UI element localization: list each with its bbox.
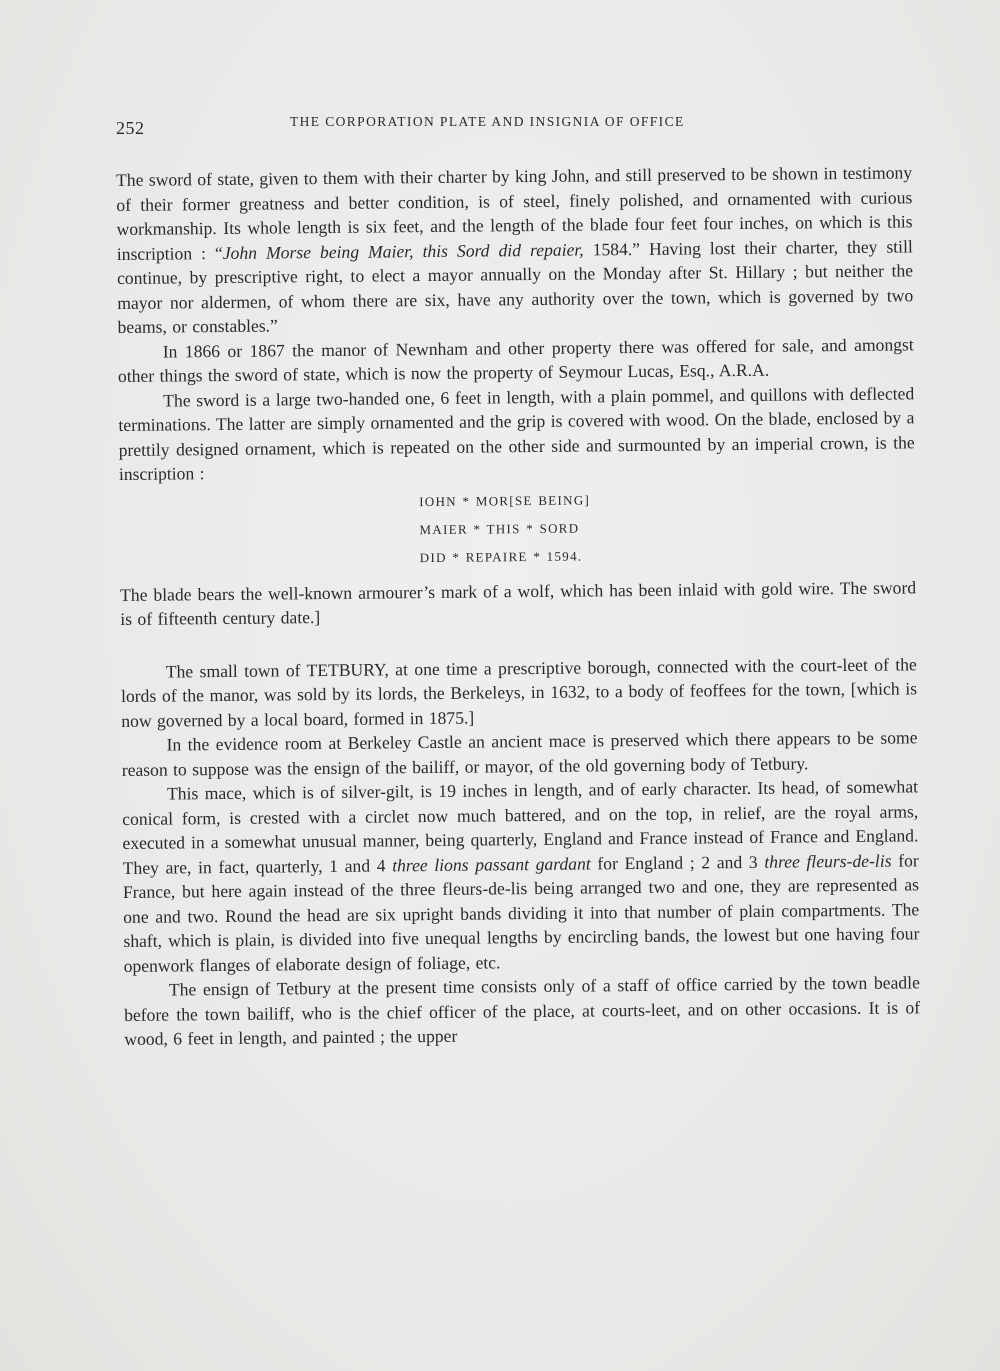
paragraph-newnham-sale: In 1866 or 1867 the manor of Newnham and other property there was offered for sale, and amongst other things the sword of state, which is now the property of Seymour Lucas, Esq., A.R.A. <box>117 333 914 386</box>
inscription-line: IOHN * MOR[SE BEING] <box>419 491 591 509</box>
inscription-line: DID * REPAIRE * 1594. <box>419 548 583 565</box>
paragraph-mace-description: This mace, which is of silver-gilt, is 19 inches in length, and of early character. Its head, of somewhat conical form, is crested with a circlet now much battered, and on the top, in relief, are the royal arms, executed in a somewhat unusual manner, being quarterly, England and France instead of France and England. They are, in fact, quarterly, 1 and 4 three lions passant gardant for England ; 2 and 3 three fleurs-de-lis for France, but here again instead of the three fleurs-de-lis being arranged two and one, they are represented as one and two. Round the head are six upright bands dividing it into that number of plain compartments. The shaft, which is plain, is divided into five unequal lengths by encircling bands, the lowest but one having four openwork flanges of elaborate design of foliage, etc. <box>122 776 920 976</box>
italic-heraldry-lions: three lions passant gardant <box>392 852 591 875</box>
sword-inscription <box>119 483 916 575</box>
page-number: 252 <box>116 118 145 138</box>
body-text <box>116 160 920 1051</box>
paragraph-ensign-staff: The ensign of Tetbury at the present time consists only of a staff of office carried by the town beadle before the town bailiff, who is the chief officer of the place, at courts-leet, and on other occasions. It is of wood, 6 feet in length, and painted ; the upper <box>124 972 921 1049</box>
paragraph-evidence-room: In the evidence room at Berkeley Castle an ancient mace is preserved which there appears to be some reason to suppose was the ensign of the bailiff, or mayor, of the old governing body of Tetbury. <box>121 727 918 780</box>
paragraph-tetbury: The small town of TETBURY, at one time a prescriptive borough, connected with the court-leet of the lords of the manor, was sold by its lords, the Berkeleys, in 1632, to a body of feoffees for the town, [which is now governed by a local board, formed in 1875.] <box>120 653 918 731</box>
italic-inscription-quote: John Morse being Maier, this Sord did repaier, <box>222 239 584 263</box>
paragraph-armourer-mark: The blade bears the well-known armourer’s mark of a wolf, which has been inlaid with gold wire. The sword is of fifteenth century date.] <box>119 576 917 629</box>
italic-heraldry-fleurs: three fleurs-de-lis <box>764 850 892 872</box>
page-header <box>116 112 916 142</box>
paragraph-sword-description: The sword is a large two-handed one, 6 feet in length, with a plain pommel, and quillons with deflected terminations. The latter are simply ornamented and the grip is covered with wood. On the blade, enclosed by a prettily designed ornament, which is repeated on the other side and surmounted by an imperial crown, is the inscription : <box>118 382 915 484</box>
inscription-line: MAIER * THIS * SORD <box>419 520 580 537</box>
paragraph-sword-of-state: The sword of state, given to them with their charter by king John, and still preserved to be shown in testimony of their former greatness and better condition, is of steel, finely polished, and ornamented with curious workmanship. Its whole length is six feet, and the length of the blade four feet four inches, on which is this inscription : “John Morse being Maier, this Sord did repaier, 1584.” Having lost their charter, they still continue, by prescriptive right, to elect a mayor annually on the Monday after St. Hillary ; but neither the mayor nor aldermen, of whom there are six, have any authority over the town, which is governed by two beams, or constables.” <box>116 162 914 337</box>
running-title: THE CORPORATION PLATE AND INSIGNIA OF OFFICE <box>290 114 685 129</box>
